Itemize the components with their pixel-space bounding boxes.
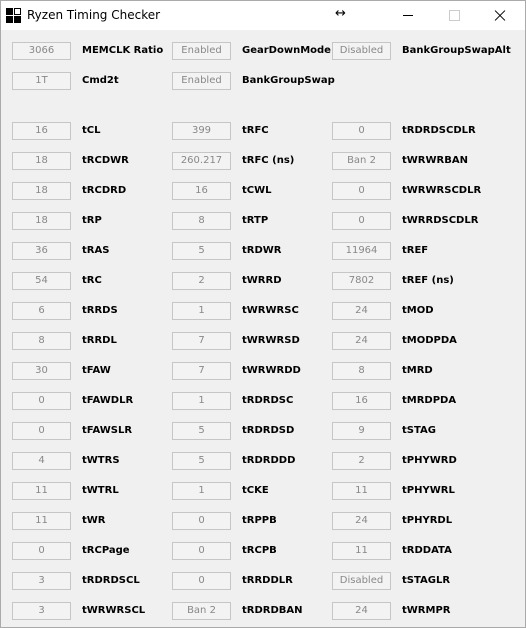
timing-field[interactable]: 1: [172, 482, 231, 500]
timing-label: tWTRL: [82, 485, 119, 496]
timing-label: tWRWRSC: [242, 305, 299, 316]
timing-label: tRRDL: [82, 335, 117, 346]
timing-field[interactable]: 3: [12, 602, 71, 620]
timing-label: tRCPage: [82, 545, 130, 556]
timing-field[interactable]: 24: [332, 512, 391, 530]
timing-label: tMOD: [402, 305, 434, 316]
timing-label: tRRDDLR: [242, 575, 293, 586]
bankgroupswapalt-label: BankGroupSwapAlt: [402, 45, 511, 56]
timing-label: tCL: [82, 125, 101, 136]
timing-field[interactable]: 0: [332, 122, 391, 140]
timing-field[interactable]: 2: [172, 272, 231, 290]
timing-label: tSTAG: [402, 425, 436, 436]
timing-field[interactable]: 5: [172, 242, 231, 260]
timing-label: tCKE: [242, 485, 269, 496]
timing-label: tFAWSLR: [82, 425, 133, 436]
timing-field[interactable]: Ban 2: [332, 152, 391, 170]
close-button[interactable]: [477, 1, 523, 30]
geardownmode-label: GearDownMode: [242, 45, 331, 56]
timing-label: tRDRDSCL: [82, 575, 140, 586]
timing-label: tPHYRDL: [402, 515, 453, 526]
timing-field[interactable]: 18: [12, 182, 71, 200]
timing-field[interactable]: 5: [172, 422, 231, 440]
timing-field[interactable]: 0: [172, 512, 231, 530]
minimize-button[interactable]: [385, 1, 431, 30]
timing-field[interactable]: Ban 2: [172, 602, 231, 620]
timing-label: tRFC (ns): [242, 155, 295, 166]
timing-field[interactable]: 1: [172, 302, 231, 320]
timing-field[interactable]: 16: [12, 122, 71, 140]
timing-field[interactable]: 0: [12, 542, 71, 560]
timing-field[interactable]: 6: [12, 302, 71, 320]
memclk-ratio-field[interactable]: 3066: [12, 42, 71, 60]
timing-label: tWRRD: [242, 275, 282, 286]
timing-field[interactable]: 8: [12, 332, 71, 350]
timing-label: tFAW: [82, 365, 111, 376]
timing-label: tFAWDLR: [82, 395, 134, 406]
timing-label: tRPPB: [242, 515, 277, 526]
timing-field[interactable]: 0: [12, 422, 71, 440]
timings-panel: [1, 30, 525, 627]
timing-label: tRCDWR: [82, 155, 129, 166]
timing-label: tRDRDSCDLR: [402, 125, 476, 136]
timing-field[interactable]: 24: [332, 602, 391, 620]
timing-field[interactable]: 260.217: [172, 152, 231, 170]
timing-field[interactable]: 399: [172, 122, 231, 140]
timing-field[interactable]: 24: [332, 302, 391, 320]
timing-label: tRDRDBAN: [242, 605, 303, 616]
timing-field[interactable]: 1: [172, 392, 231, 410]
bankgroupswapalt-field[interactable]: Disabled: [332, 42, 391, 60]
timing-label: tREF: [402, 245, 429, 256]
timing-label: tRCPB: [242, 545, 277, 556]
timing-label: tRTP: [242, 215, 269, 226]
timing-label: tRFC: [242, 125, 269, 136]
timing-field[interactable]: 0: [332, 182, 391, 200]
timing-label: tWRRDSCDLR: [402, 215, 479, 226]
timing-field[interactable]: 36: [12, 242, 71, 260]
timing-label: tSTAGLR: [402, 575, 451, 586]
timing-label: tCWL: [242, 185, 272, 196]
timing-label: tRAS: [82, 245, 110, 256]
timing-label: tMODPDA: [402, 335, 457, 346]
timing-field[interactable]: 24: [332, 332, 391, 350]
timing-label: tRDRDSC: [242, 395, 294, 406]
timing-label: tWRMPR: [402, 605, 451, 616]
bankgroupswap-field[interactable]: Enabled: [172, 72, 231, 90]
timing-label: tRDRDDD: [242, 455, 296, 466]
timing-field[interactable]: 16: [332, 392, 391, 410]
timing-label: tRCDRD: [82, 185, 127, 196]
timing-field[interactable]: 5: [172, 452, 231, 470]
resize-arrows-icon: ↔: [335, 6, 346, 21]
timing-field[interactable]: 18: [12, 152, 71, 170]
timing-field[interactable]: Disabled: [332, 572, 391, 590]
timing-field[interactable]: 54: [12, 272, 71, 290]
timing-field[interactable]: 3: [12, 572, 71, 590]
timing-label: tWRWRSCL: [82, 605, 146, 616]
timing-field[interactable]: 18: [12, 212, 71, 230]
geardownmode-field[interactable]: Enabled: [172, 42, 231, 60]
timing-label: tWTRS: [82, 455, 120, 466]
timing-field[interactable]: 2: [332, 452, 391, 470]
timing-field[interactable]: 11964: [332, 242, 391, 260]
timing-label: tRDRDSD: [242, 425, 295, 436]
title-bar[interactable]: [1, 1, 525, 30]
timing-label: tPHYWRD: [402, 455, 457, 466]
timing-field[interactable]: 11: [332, 482, 391, 500]
timing-field[interactable]: 11: [332, 542, 391, 560]
timing-field[interactable]: 8: [332, 362, 391, 380]
timing-label: tRC: [82, 275, 102, 286]
timing-field[interactable]: 7: [172, 332, 231, 350]
timing-label: tPHYWRL: [402, 485, 455, 496]
timing-field[interactable]: 0: [332, 212, 391, 230]
timing-label: tRDDATA: [402, 545, 452, 556]
timing-field[interactable]: 4: [12, 452, 71, 470]
timing-field[interactable]: 9: [332, 422, 391, 440]
maximize-button[interactable]: [431, 1, 477, 30]
timing-field[interactable]: 30: [12, 362, 71, 380]
timing-label: tRRDS: [82, 305, 118, 316]
timing-field[interactable]: 11: [12, 482, 71, 500]
app-icon: [6, 8, 21, 23]
timing-field[interactable]: 0: [172, 572, 231, 590]
timing-label: tRDWR: [242, 245, 282, 256]
timing-label: tWRWRSCDLR: [402, 185, 482, 196]
timing-field[interactable]: 7802: [332, 272, 391, 290]
timing-label: tMRDPDA: [402, 395, 457, 406]
cmd2t-field[interactable]: 1T: [12, 72, 71, 90]
timing-field[interactable]: 8: [172, 212, 231, 230]
timing-field[interactable]: 0: [12, 392, 71, 410]
timing-label: tWRWRBAN: [402, 155, 468, 166]
memclk-ratio-label: MEMCLK Ratio: [82, 45, 164, 56]
timing-label: tWR: [82, 515, 106, 526]
timing-label: tWRWRSD: [242, 335, 300, 346]
timing-field[interactable]: 7: [172, 362, 231, 380]
bankgroupswap-label: BankGroupSwap: [242, 75, 335, 86]
timing-field[interactable]: 11: [12, 512, 71, 530]
timing-field[interactable]: 0: [172, 542, 231, 560]
timing-label: tREF (ns): [402, 275, 454, 286]
timing-label: tWRWRDD: [242, 365, 301, 376]
timing-field[interactable]: 16: [172, 182, 231, 200]
window-title: Ryzen Timing Checker: [27, 8, 161, 22]
timing-label: tMRD: [402, 365, 433, 376]
timing-label: tRP: [82, 215, 102, 226]
cmd2t-label: Cmd2t: [82, 75, 119, 86]
